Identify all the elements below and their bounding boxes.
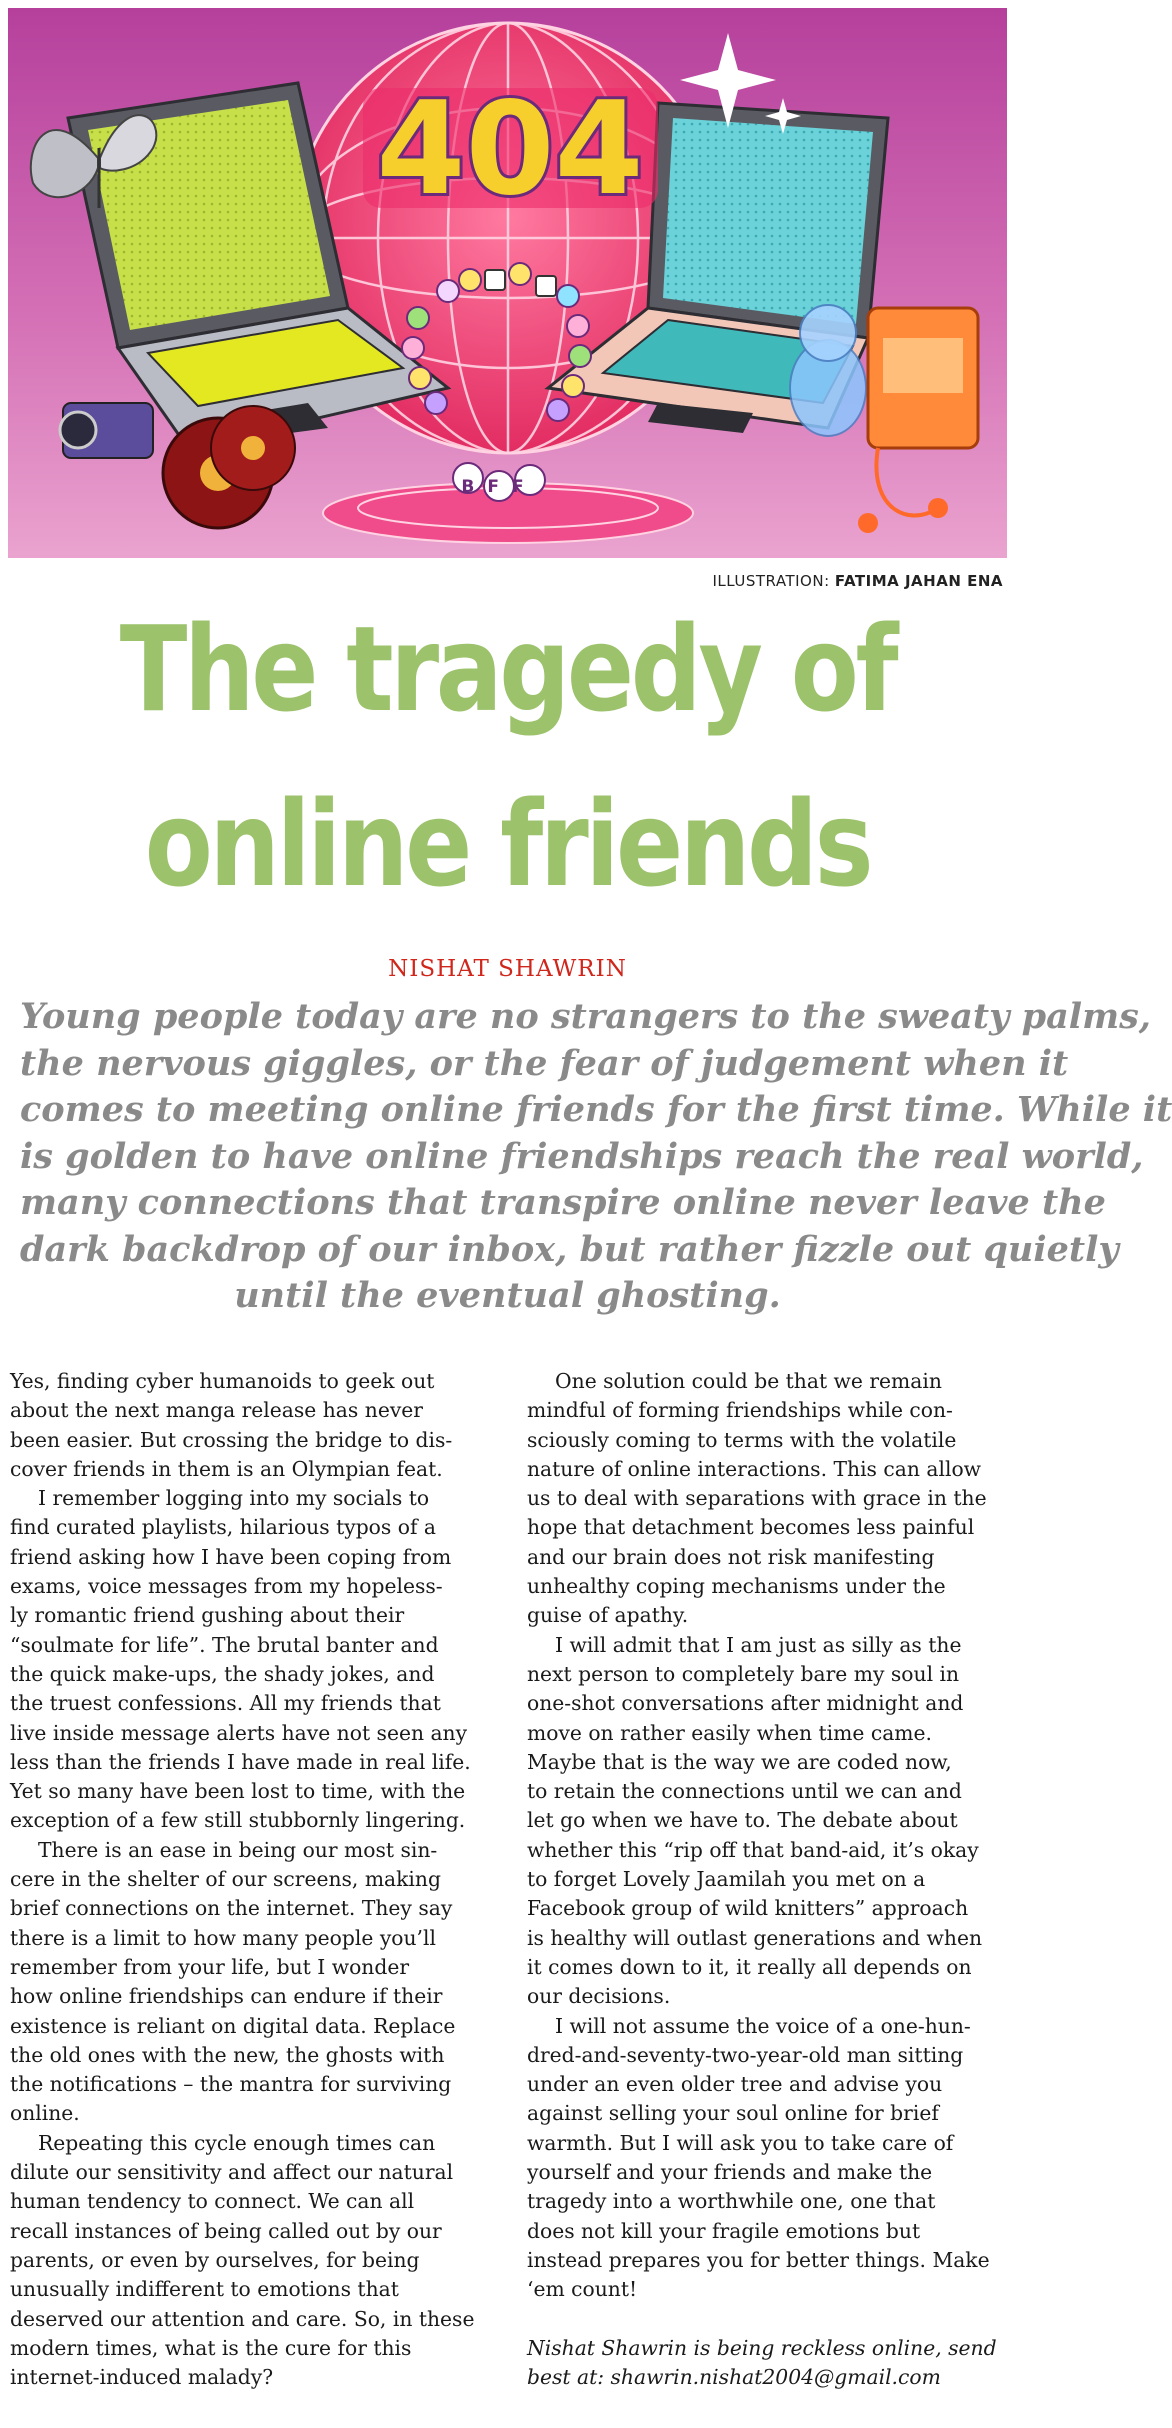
body-line: let go when we have to. The debate about [527, 1808, 958, 1833]
body-line: the notifications – the mantra for surviving [10, 2072, 452, 2097]
body-line: sciously coming to terms with the volatile [527, 1427, 957, 1452]
body-line: one-shot conversations after midnight and [527, 1691, 964, 1716]
body-line: friend asking how I have been coping from [10, 1544, 452, 1569]
body-line: the quick make-ups, the shady jokes, and [10, 1661, 435, 1686]
body-line: move on rather easily when time came. [527, 1720, 932, 1745]
body-line: to forget Lovely Jaamilah you met on a [527, 1867, 926, 1892]
body-line: exception of a few still stubbornly lingering. [10, 1808, 466, 1833]
body-line: find curated playlists, hilarious typos of a [10, 1515, 437, 1540]
body-line: human tendency to connect. We can all [10, 2189, 415, 2214]
standfirst-line: many connections that transpire online never leave the [20, 1182, 1106, 1223]
body-line: there is a limit to how many people you’ll [10, 1925, 436, 1950]
body-line: been easier. But crossing the bridge to dis- [10, 1427, 453, 1452]
gummy-bear-icon [790, 305, 866, 436]
body-line: Facebook group of wild knitters” approach [527, 1896, 969, 1921]
credit-name: FATIMA JAHAN ENA [834, 572, 1003, 590]
body-line: unusually indifferent to emotions that [10, 2277, 399, 2302]
body-line: it comes down to it, it really all depends on [527, 1954, 972, 1979]
body-line: Yes, finding cyber humanoids to geek out [10, 1369, 435, 1393]
article-column-right [527, 1367, 1007, 2392]
body-line: brief connections on the internet. They say [10, 1896, 453, 1921]
author-signature-line: Nishat Shawrin is being reckless online, send [527, 2335, 997, 2360]
body-line: us to deal with separations with grace in the [527, 1486, 987, 1511]
body-line: next person to completely bare my soul in [527, 1661, 960, 1686]
body-line: unhealthy coping mechanisms under the [527, 1574, 946, 1599]
sign-404 [363, 75, 658, 224]
author-signature-line: best at: shawrin.nishat2004@gmail.com [527, 2365, 941, 2390]
sign-404-text: 404 [376, 75, 644, 224]
body-line: nature of online interactions. This can allow [527, 1456, 982, 1481]
body-line: dilute our sensitivity and affect our natural [10, 2160, 454, 2185]
header-illustration [8, 8, 1007, 558]
body-line: mindful of forming friendships while con- [527, 1398, 953, 1423]
body-line: against selling your soul online for brief [527, 2101, 939, 2126]
illustration-credit [713, 572, 1004, 590]
body-line: guise of apathy. [527, 1603, 689, 1628]
body-line: cere in the shelter of our screens, making [10, 1867, 441, 1892]
body-line: whether this “rip off that band-aid, it’s okay [527, 1837, 979, 1862]
body-line: warmth. But I will ask you to take care of [527, 2130, 954, 2155]
body-line: hope that detachment becomes less painful [527, 1515, 975, 1540]
body-line: is healthy will outlast generations and when [527, 1925, 983, 1950]
body-line: remember from your life, but I wonder [10, 1954, 410, 1979]
bracelet-text: BFF [461, 477, 537, 497]
body-line: exams, voice messages from my hopeless- [10, 1574, 443, 1599]
body-line: Yet so many have been lost to time, with the [10, 1779, 466, 1804]
standfirst-line: is golden to have online friendships reach the real world, [20, 1135, 1144, 1177]
body-line: modern times, what is the cure for this [10, 2335, 412, 2360]
body-line: I will not assume the voice of a one-hun- [555, 2013, 971, 2038]
headline-line-1: The tragedy of [119, 600, 896, 738]
body-line: dred-and-seventy-two-year-old man sitting [527, 2042, 964, 2067]
body-line: I remember logging into my socials to [38, 1486, 430, 1511]
body-line: I will admit that I am just as silly as the [555, 1632, 962, 1657]
standfirst-line: until the eventual ghosting. [234, 1275, 781, 1316]
body-line: existence is reliant on digital data. Replace [10, 2013, 456, 2038]
body-line: One solution could be that we remain [555, 1369, 942, 1393]
body-line: tragedy into a worthwhile one, one that [527, 2189, 936, 2214]
body-line: instead prepares you for better things. Make [527, 2247, 990, 2272]
body-line: There is an ease in being our most sin- [38, 1837, 438, 1862]
credit-label: ILLUSTRATION: [712, 572, 830, 590]
headline-line-2: online friends [144, 775, 871, 913]
standfirst-line: dark backdrop of our inbox, but rather fizzle out quietly [20, 1228, 1119, 1270]
camcorder-icon [60, 403, 153, 458]
body-line: parents, or even by ourselves, for being [10, 2247, 420, 2272]
standfirst-line: comes to meeting online friends for the first time. While it [20, 1089, 1172, 1130]
body-line: Maybe that is the way we are coded now, [527, 1749, 952, 1774]
body-line: cover friends in them is an Olympian feat. [10, 1456, 443, 1481]
body-line: “soulmate for life”. The brutal banter and [10, 1632, 439, 1657]
body-line: recall instances of being called out by our [10, 2218, 442, 2243]
body-line: deserved our attention and care. So, in these [10, 2306, 475, 2331]
byline: NISHAT SHAWRIN [388, 956, 627, 982]
body-line: online. [10, 2101, 80, 2126]
body-line: our decisions. [527, 1984, 671, 2009]
body-line: the truest confessions. All my friends that [10, 1691, 441, 1716]
body-line: to retain the connections until we can and [527, 1779, 962, 1804]
body-line: about the next manga release has never [10, 1398, 423, 1423]
standfirst [20, 994, 1172, 1320]
body-line: and our brain does not risk manifesting [527, 1544, 935, 1569]
body-line: does not kill your fragile emotions but [527, 2218, 921, 2243]
spacer [527, 2305, 1007, 2334]
body-line: how online friendships can endure if their [10, 1984, 443, 2009]
body-line: ly romantic friend gushing about their [10, 1603, 405, 1628]
body-line: ‘em count! [527, 2277, 638, 2302]
body-line: Repeating this cycle enough times can [38, 2130, 436, 2155]
standfirst-line: Young people today are no strangers to the sweaty palms, [20, 996, 1151, 1037]
standfirst-line: the nervous giggles, or the fear of judgement when it [20, 1042, 1069, 1084]
article-column-left [10, 1367, 500, 2392]
body-line: internet-induced malady? [10, 2365, 274, 2390]
body-line: live inside message alerts have not seen any [10, 1720, 468, 1745]
body-line: less than the friends I have made in real life. [10, 1749, 471, 1774]
body-line: the old ones with the new, the ghosts with [10, 2042, 445, 2067]
body-line: yourself and your friends and make the [527, 2160, 933, 2185]
body-line: under an even older tree and advise you [527, 2072, 943, 2097]
